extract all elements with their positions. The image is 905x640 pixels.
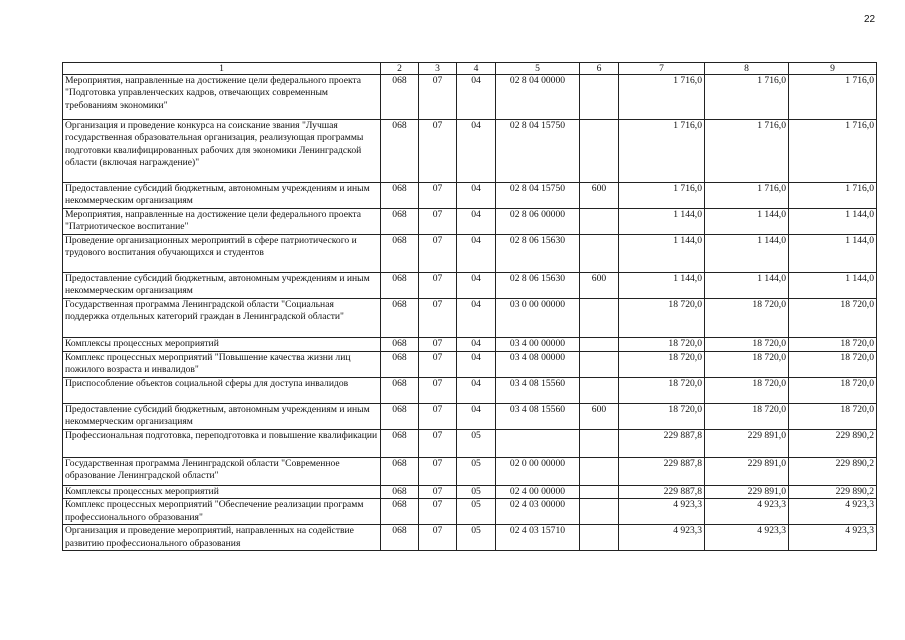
row-description: Комплексы процессных мероприятий [63,338,381,352]
row-expense-type [580,378,619,404]
header-cell: 7 [619,63,705,75]
row-subsection: 04 [457,209,496,235]
row-amount-year3: 1 144,0 [789,235,877,273]
row-subsection: 04 [457,235,496,273]
row-amount-year1: 1 144,0 [619,235,705,273]
table-row [63,183,877,209]
row-amount-year1: 4 923,3 [619,525,705,551]
row-ministry-code: 068 [381,352,419,378]
row-description: Государственная программа Ленинградской области "Социальная поддержка отдельных категорий граждан в Ленинградской области" [63,299,381,338]
row-expense-type [580,352,619,378]
row-description: Приспособление объектов социальной сферы для доступа инвалидов [63,378,381,404]
row-amount-year2: 18 720,0 [705,378,789,404]
row-section: 07 [419,486,457,499]
row-amount-year2: 229 891,0 [705,458,789,486]
row-section: 07 [419,458,457,486]
header-cell: 5 [496,63,580,75]
row-subsection: 05 [457,430,496,458]
row-expense-type: 600 [580,404,619,430]
row-ministry-code: 068 [381,120,419,183]
row-target-article: 02 8 04 15750 [496,183,580,209]
row-section: 07 [419,499,457,525]
row-description: Мероприятия, направленные на достижение цели федерального проекта "Патриотическое воспитание" [63,209,381,235]
header-cell: 3 [419,63,457,75]
row-amount-year2: 18 720,0 [705,338,789,352]
row-target-article: 03 4 08 00000 [496,352,580,378]
row-amount-year1: 4 923,3 [619,499,705,525]
row-ministry-code: 068 [381,525,419,551]
row-amount-year2: 229 891,0 [705,430,789,458]
row-subsection: 04 [457,120,496,183]
row-target-article: 02 8 04 15750 [496,120,580,183]
row-section: 07 [419,273,457,299]
row-amount-year3: 1 716,0 [789,75,877,120]
table-row [63,338,877,352]
row-description: Предоставление субсидий бюджетным, автономным учреждениям и иным некоммерческим организациям [63,404,381,430]
row-ministry-code: 068 [381,338,419,352]
row-amount-year2: 1 716,0 [705,75,789,120]
budget-table [62,62,877,551]
row-amount-year1: 18 720,0 [619,404,705,430]
row-amount-year1: 1 144,0 [619,209,705,235]
row-subsection: 05 [457,458,496,486]
row-ministry-code: 068 [381,273,419,299]
row-expense-type: 600 [580,183,619,209]
row-amount-year3: 1 716,0 [789,183,877,209]
row-amount-year1: 229 887,8 [619,486,705,499]
row-expense-type [580,299,619,338]
row-amount-year1: 18 720,0 [619,352,705,378]
row-section: 07 [419,430,457,458]
row-amount-year2: 1 716,0 [705,183,789,209]
row-subsection: 05 [457,499,496,525]
row-description: Предоставление субсидий бюджетным, автономным учреждениям и иным некоммерческим организациям [63,183,381,209]
table-row [63,378,877,404]
row-target-article [496,430,580,458]
row-amount-year1: 18 720,0 [619,338,705,352]
header-cell: 1 [63,63,381,75]
row-section: 07 [419,378,457,404]
table-row [63,404,877,430]
row-target-article: 03 4 00 00000 [496,338,580,352]
table-row [63,486,877,499]
row-target-article: 02 8 06 00000 [496,209,580,235]
row-amount-year3: 18 720,0 [789,338,877,352]
row-amount-year1: 1 716,0 [619,183,705,209]
row-target-article: 02 4 00 00000 [496,486,580,499]
row-amount-year1: 1 144,0 [619,273,705,299]
row-amount-year1: 229 887,8 [619,458,705,486]
table-row [63,75,877,120]
table-row [63,499,877,525]
row-amount-year2: 1 144,0 [705,235,789,273]
row-description: Проведение организационных мероприятий в сфере патриотического и трудового воспитания обучающихся и студентов [63,235,381,273]
row-section: 07 [419,338,457,352]
row-section: 07 [419,75,457,120]
row-amount-year3: 1 144,0 [789,273,877,299]
row-amount-year3: 229 890,2 [789,430,877,458]
table-row [63,299,877,338]
row-description: Организация и проведение конкурса на соискание звания "Лучшая государственная образовательная организация, реализующая программы подготовки квалифицированных рабочих для экономики Ленинградской области (включая награждение)" [63,120,381,183]
row-amount-year3: 18 720,0 [789,378,877,404]
row-ministry-code: 068 [381,183,419,209]
row-section: 07 [419,299,457,338]
row-expense-type [580,338,619,352]
table-row [63,273,877,299]
row-subsection: 04 [457,75,496,120]
row-expense-type [580,499,619,525]
row-ministry-code: 068 [381,209,419,235]
row-ministry-code: 068 [381,430,419,458]
row-amount-year1: 1 716,0 [619,120,705,183]
header-cell: 4 [457,63,496,75]
row-target-article: 02 0 00 00000 [496,458,580,486]
row-expense-type [580,486,619,499]
row-target-article: 03 0 00 00000 [496,299,580,338]
row-subsection: 04 [457,378,496,404]
row-amount-year2: 18 720,0 [705,352,789,378]
header-cell: 8 [705,63,789,75]
header-cell: 6 [580,63,619,75]
row-section: 07 [419,404,457,430]
row-ministry-code: 068 [381,499,419,525]
row-target-article: 02 8 06 15630 [496,235,580,273]
row-expense-type [580,458,619,486]
row-subsection: 05 [457,525,496,551]
row-target-article: 03 4 08 15560 [496,378,580,404]
row-ministry-code: 068 [381,299,419,338]
row-expense-type: 600 [580,273,619,299]
row-section: 07 [419,209,457,235]
row-section: 07 [419,183,457,209]
row-description: Комплекс процессных мероприятий "Обеспечение реализации программ профессионального образования" [63,499,381,525]
row-amount-year2: 1 716,0 [705,120,789,183]
row-amount-year1: 229 887,8 [619,430,705,458]
row-ministry-code: 068 [381,486,419,499]
row-expense-type [580,235,619,273]
row-amount-year1: 1 716,0 [619,75,705,120]
row-amount-year2: 18 720,0 [705,299,789,338]
row-subsection: 04 [457,338,496,352]
row-expense-type [580,75,619,120]
row-subsection: 04 [457,273,496,299]
row-ministry-code: 068 [381,458,419,486]
row-subsection: 05 [457,486,496,499]
row-description: Организация и проведение мероприятий, направленных на содействие развитию профессионального образования [63,525,381,551]
row-amount-year3: 18 720,0 [789,299,877,338]
header-cell: 2 [381,63,419,75]
table-row [63,458,877,486]
row-target-article: 02 8 06 15630 [496,273,580,299]
row-expense-type [580,525,619,551]
table-row [63,430,877,458]
table-row [63,209,877,235]
row-expense-type [580,120,619,183]
row-description: Государственная программа Ленинградской области "Современное образование Ленинградской области" [63,458,381,486]
row-expense-type [580,209,619,235]
row-expense-type [580,430,619,458]
page-number: 22 [864,14,876,25]
row-ministry-code: 068 [381,404,419,430]
row-subsection: 04 [457,404,496,430]
row-amount-year3: 18 720,0 [789,404,877,430]
row-section: 07 [419,120,457,183]
row-section: 07 [419,235,457,273]
row-description: Мероприятия, направленные на достижение цели федерального проекта "Подготовка управленческих кадров, отвечающих современным требованиям экономики" [63,75,381,120]
row-ministry-code: 068 [381,378,419,404]
row-amount-year2: 4 923,3 [705,499,789,525]
row-amount-year3: 229 890,2 [789,486,877,499]
row-amount-year3: 229 890,2 [789,458,877,486]
row-target-article: 02 4 03 15710 [496,525,580,551]
table-row [63,352,877,378]
row-amount-year3: 1 144,0 [789,209,877,235]
row-amount-year3: 18 720,0 [789,352,877,378]
row-amount-year2: 18 720,0 [705,404,789,430]
row-amount-year2: 1 144,0 [705,209,789,235]
row-amount-year2: 4 923,3 [705,525,789,551]
header-cell: 9 [789,63,877,75]
table-row [63,525,877,551]
table-row [63,120,877,183]
row-subsection: 04 [457,183,496,209]
row-ministry-code: 068 [381,235,419,273]
row-target-article: 03 4 08 15560 [496,404,580,430]
row-section: 07 [419,352,457,378]
row-section: 07 [419,525,457,551]
row-subsection: 04 [457,352,496,378]
row-amount-year3: 4 923,3 [789,525,877,551]
row-description: Комплекс процессных мероприятий "Повышение качества жизни лиц пожилого возраста и инвалидов" [63,352,381,378]
row-description: Комплексы процессных мероприятий [63,486,381,499]
row-amount-year2: 1 144,0 [705,273,789,299]
row-amount-year1: 18 720,0 [619,378,705,404]
row-description: Профессиональная подготовка, переподготовка и повышение квалификации [63,430,381,458]
header-row [63,63,877,75]
table-body [63,75,877,551]
table-row [63,235,877,273]
row-target-article: 02 8 04 00000 [496,75,580,120]
row-amount-year2: 229 891,0 [705,486,789,499]
row-target-article: 02 4 03 00000 [496,499,580,525]
row-subsection: 04 [457,299,496,338]
row-description: Предоставление субсидий бюджетным, автономным учреждениям и иным некоммерческим организациям [63,273,381,299]
row-ministry-code: 068 [381,75,419,120]
row-amount-year3: 1 716,0 [789,120,877,183]
row-amount-year3: 4 923,3 [789,499,877,525]
row-amount-year1: 18 720,0 [619,299,705,338]
